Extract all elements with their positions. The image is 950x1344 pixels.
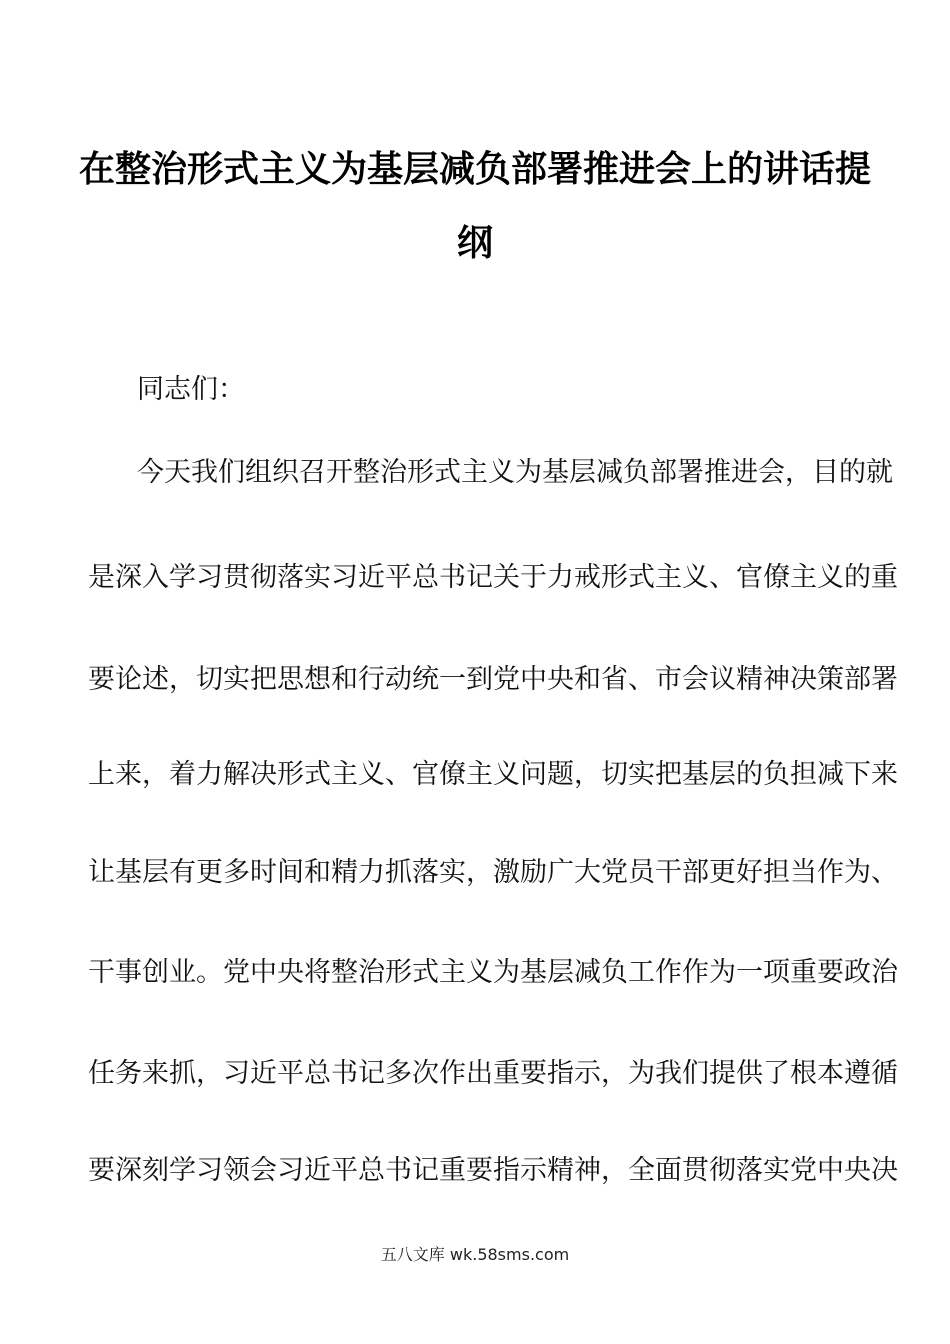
- body-line-6: 干事创业。党中央将整治形式主义为基层减负工作作为一项重要政治: [88, 957, 898, 988]
- body-line-3: 要论述，切实把思想和行动统一到党中央和省、市会议精神决策部署: [88, 664, 898, 695]
- body-line-1: 今天我们组织召开整治形式主义为基层减负部署推进会，目的就: [137, 457, 893, 488]
- salutation: 同志们：: [137, 374, 245, 405]
- document-title-line-1: 在整治形式主义为基层减负部署推进会上的讲话提: [78, 149, 871, 190]
- footer-watermark: 五八文库 wk.58sms.com: [380, 1245, 570, 1264]
- body-line-5: 让基层有更多时间和精力抓落实，激励广大党员干部更好担当作为、: [88, 857, 898, 888]
- body-line-7: 任务来抓，习近平总书记多次作出重要指示，为我们提供了根本遵循: [88, 1058, 898, 1089]
- body-line-8: 要深刻学习领会习近平总书记重要指示精神，全面贯彻落实党中央决: [88, 1155, 898, 1186]
- document-title-line-2: 纲: [456, 223, 493, 264]
- body-line-2: 是深入学习贯彻落实习近平总书记关于力戒形式主义、官僚主义的重: [88, 562, 898, 593]
- body-line-4: 上来，着力解决形式主义、官僚主义问题，切实把基层的负担减下来: [88, 759, 898, 790]
